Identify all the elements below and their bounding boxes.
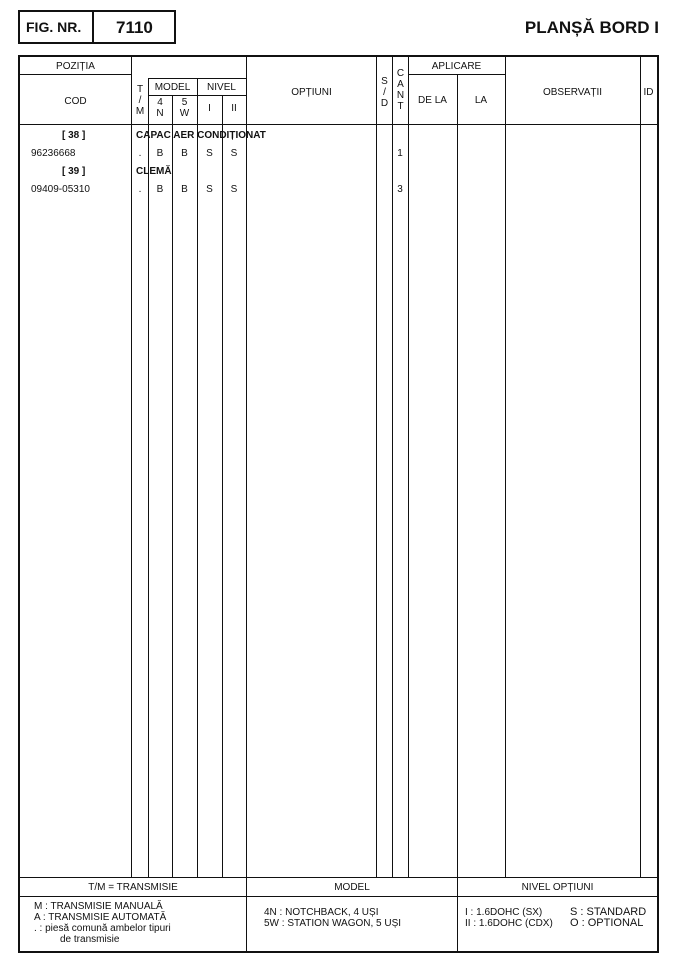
model-5w-38: B bbox=[181, 148, 188, 159]
header-tm: T / M bbox=[135, 84, 145, 117]
nivel-ii-39: S bbox=[230, 184, 238, 195]
part-name-39: CLEMĂ bbox=[136, 166, 172, 177]
header-la: LA bbox=[474, 95, 488, 106]
header-aplicare: APLICARE bbox=[431, 61, 482, 72]
nivel-i-39: S bbox=[206, 184, 213, 195]
position-39: [ 39 ] bbox=[62, 166, 86, 177]
header-sd: S / D bbox=[380, 76, 389, 109]
tm-39: . bbox=[138, 184, 142, 195]
legend-model-lines: 4N : NOTCHBACK, 4 UȘI 5W : STATION WAGON, 5 UȘI bbox=[264, 907, 402, 929]
header-model: MODEL bbox=[154, 82, 191, 93]
figure-number: 7110 bbox=[116, 18, 153, 37]
header-optiuni: OPȚIUNI bbox=[291, 87, 332, 98]
figure-label: FIG. NR. bbox=[26, 19, 82, 35]
nivel-ii-38: S bbox=[230, 148, 238, 159]
cant-39: 3 bbox=[397, 184, 403, 195]
model-4n-39: B bbox=[156, 184, 164, 195]
model-4n-38: B bbox=[156, 148, 164, 159]
legend-nivel-codes: S : STANDARD O : OPTIONAL bbox=[570, 906, 647, 929]
position-38: [ 38 ] bbox=[62, 130, 86, 141]
legend-nivel-title: NIVEL OPȚIUNI bbox=[521, 882, 594, 893]
header-model-4n: 4 N bbox=[156, 97, 164, 119]
header-nivel-ii: II bbox=[231, 103, 237, 114]
header-nivel-i: I bbox=[208, 103, 211, 114]
legend-tm-title: T/M = TRANSMISIE bbox=[88, 882, 178, 893]
header-model-5w: 5 W bbox=[179, 97, 190, 119]
legend-nivel-lines: I : 1.6DOHC (SX) II : 1.6DOHC (CDX) bbox=[465, 907, 553, 929]
part-code-39: 09409-05310 bbox=[31, 184, 90, 195]
part-name-38: CAPAC AER CONDIȚIONAT bbox=[136, 130, 266, 141]
part-code-38: 96236668 bbox=[31, 148, 76, 159]
header-cant: C A N T bbox=[396, 68, 405, 112]
header-cod: COD bbox=[64, 96, 87, 107]
cant-38: 1 bbox=[397, 148, 403, 159]
header-id: ID bbox=[643, 87, 654, 98]
header-pozitia: POZIȚIA bbox=[56, 61, 95, 72]
nivel-i-38: S bbox=[206, 148, 213, 159]
legend-model-title: MODEL bbox=[334, 882, 370, 893]
header-de-la: DE LA bbox=[418, 95, 447, 106]
header-observatii: OBSERVAȚII bbox=[542, 87, 603, 98]
header-nivel: NIVEL bbox=[207, 82, 236, 93]
tm-38: . bbox=[138, 148, 142, 159]
sheet-title: PLANȘĂ BORD I bbox=[524, 18, 659, 37]
legend-tm-lines: M : TRANSMISIE MANUALĂ A : TRANSMISIE AUTOMATĂ . : piesă comună ambelor tipuri de transmisie bbox=[34, 901, 171, 945]
model-5w-39: B bbox=[181, 184, 188, 195]
